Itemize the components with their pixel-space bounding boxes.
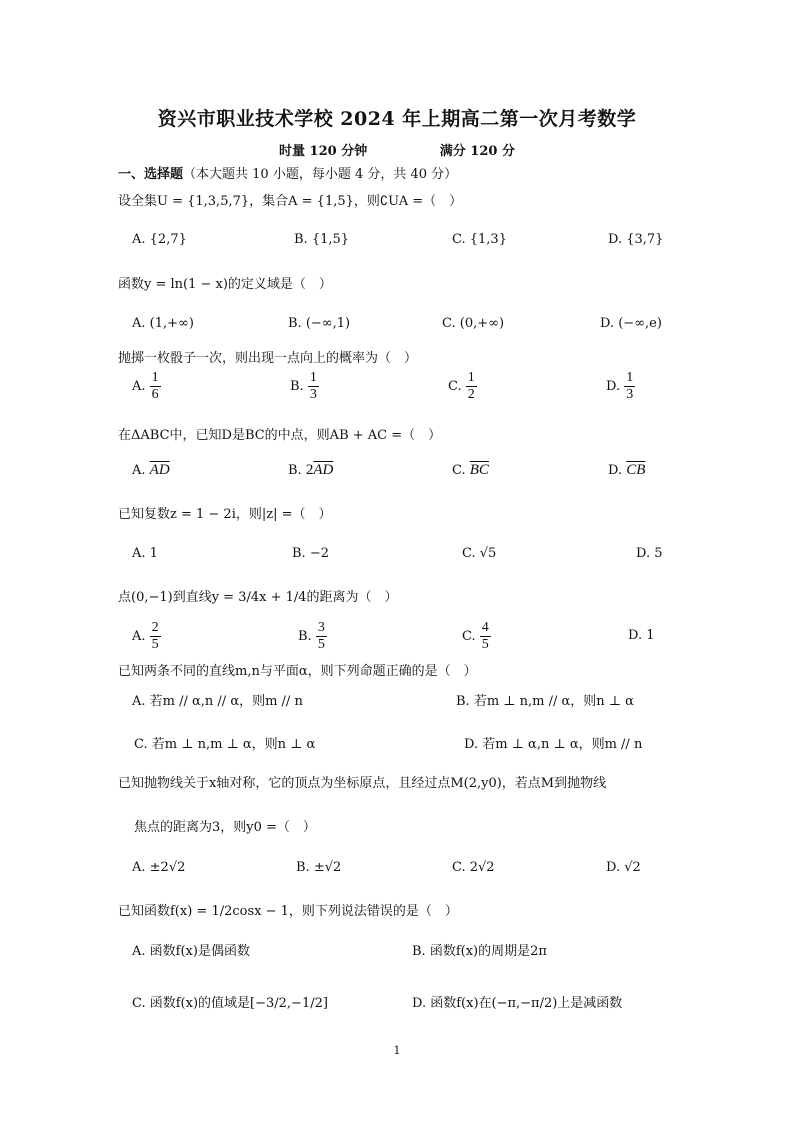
- q1-text: 设全集U = {1,3,5,7}，集合A = {1,5}，则∁UA =（ ）: [118, 194, 463, 209]
- page-number: 1: [393, 1044, 401, 1057]
- q6-option-c: C. $\frac{4}{5}$: [462, 620, 489, 652]
- q7-option-b: B. 若m ⊥ n,m // α，则n ⊥ α: [456, 694, 634, 709]
- q7-option-a: A. 若m // α,n // α，则m // n: [132, 694, 303, 709]
- q8-option-c: C. 2√2: [452, 860, 495, 875]
- q4-option-c: C. $\overline{BC}$: [452, 462, 489, 478]
- q2-option-d: D. (−∞,e): [600, 316, 662, 331]
- q9-option-d: D. 函数f(x)在(−π,−π/2)上是减函数: [412, 996, 623, 1011]
- q3-option-c: C. $\frac{1}{2}$: [448, 370, 475, 402]
- q6-option-a: A. $\frac{2}{5}$: [132, 620, 159, 652]
- q3-option-a: A. $\frac{1}{6}$: [132, 370, 159, 402]
- q9-option-a: A. 函数f(x)是偶函数: [132, 944, 250, 959]
- q8-option-d: D. √2: [606, 860, 641, 875]
- question-4: 在ΔABC中，已知D是BC的中点，则AB + AC =（ ）: [118, 428, 442, 443]
- question-3: 抛掷一枚骰子一次，则出现一点向上的概率为（ ）: [118, 351, 418, 366]
- q2-option-a: A. (1,+∞): [132, 316, 194, 331]
- q5-option-c: C. √5: [462, 546, 497, 561]
- q3-option-d: D. $\frac{1}{3}$: [606, 370, 634, 402]
- question-5: 已知复数z = 1 − 2i，则|z| =（ ）: [118, 507, 332, 522]
- q2-option-c: C. (0,+∞): [442, 316, 505, 331]
- section-heading: [118, 163, 457, 182]
- time-limit: 时量 120 分钟: [279, 144, 368, 159]
- question-1: [118, 190, 462, 209]
- page-title: 资兴市职业技术学校 2024 年上期高二第一次月考数学: [157, 108, 637, 130]
- question-2: 函数y = ln(1 − x)的定义域是（ ）: [118, 277, 332, 292]
- q2-option-b: B. (−∞,1): [288, 316, 351, 331]
- q8-option-a: A. ±2√2: [132, 860, 186, 875]
- question-9: 已知函数f(x) = 1/2cosx − 1，则下列说法错误的是（ ）: [118, 904, 458, 919]
- section-title: 一、选择题: [118, 167, 184, 182]
- exam-info: [0, 140, 794, 159]
- q5-option-a: A. 1: [132, 546, 158, 561]
- q4-option-d: D. $\overline{CB}$: [608, 462, 646, 478]
- question-8-line-2: 焦点的距离为3，则y0 =（ ）: [134, 820, 316, 835]
- question-6: 点(0,−1)到直线y = 3/4x + 1/4的距离为（ ）: [118, 590, 398, 605]
- q7-option-d: D. 若m ⊥ α,n ⊥ α，则m // n: [464, 737, 643, 752]
- q8-option-b: B. ±√2: [296, 860, 342, 875]
- q9-option-c: C. 函数f(x)的值域是[−3/2,−1/2]: [132, 996, 328, 1011]
- q1-option-d: D. {3,7}: [608, 232, 664, 247]
- question-7: 已知两条不同的直线m,n与平面α，则下列命题正确的是（ ）: [118, 664, 477, 679]
- q6-option-d: D. 1: [628, 628, 655, 643]
- q5-option-d: D. 5: [636, 546, 663, 561]
- question-8-line-1: 已知抛物线关于x轴对称，它的顶点为坐标原点，且经过点M(2,y0)，若点M到抛物线: [118, 776, 607, 791]
- q1-option-c: C. {1,3}: [452, 232, 507, 247]
- section-note: （本大题共 10 小题，每小题 4 分，共 40 分）: [183, 167, 458, 182]
- q4-option-a: A. $\overline{AD}$: [132, 462, 170, 478]
- q1-option-b: B. {1,5}: [294, 232, 350, 247]
- q7-option-c: C. 若m ⊥ n,m ⊥ α，则n ⊥ α: [134, 737, 316, 752]
- q5-option-b: B. −2: [292, 546, 329, 561]
- q1-option-a: A. {2,7}: [132, 232, 187, 247]
- q6-option-b: B. $\frac{3}{5}$: [298, 620, 325, 652]
- q4-option-b: B. $2\overline{AD}$: [288, 462, 334, 478]
- q3-option-b: B. $\frac{1}{3}$: [290, 370, 317, 402]
- q9-option-b: B. 函数f(x)的周期是2π: [412, 944, 547, 959]
- full-score: 满分 120 分: [439, 144, 515, 159]
